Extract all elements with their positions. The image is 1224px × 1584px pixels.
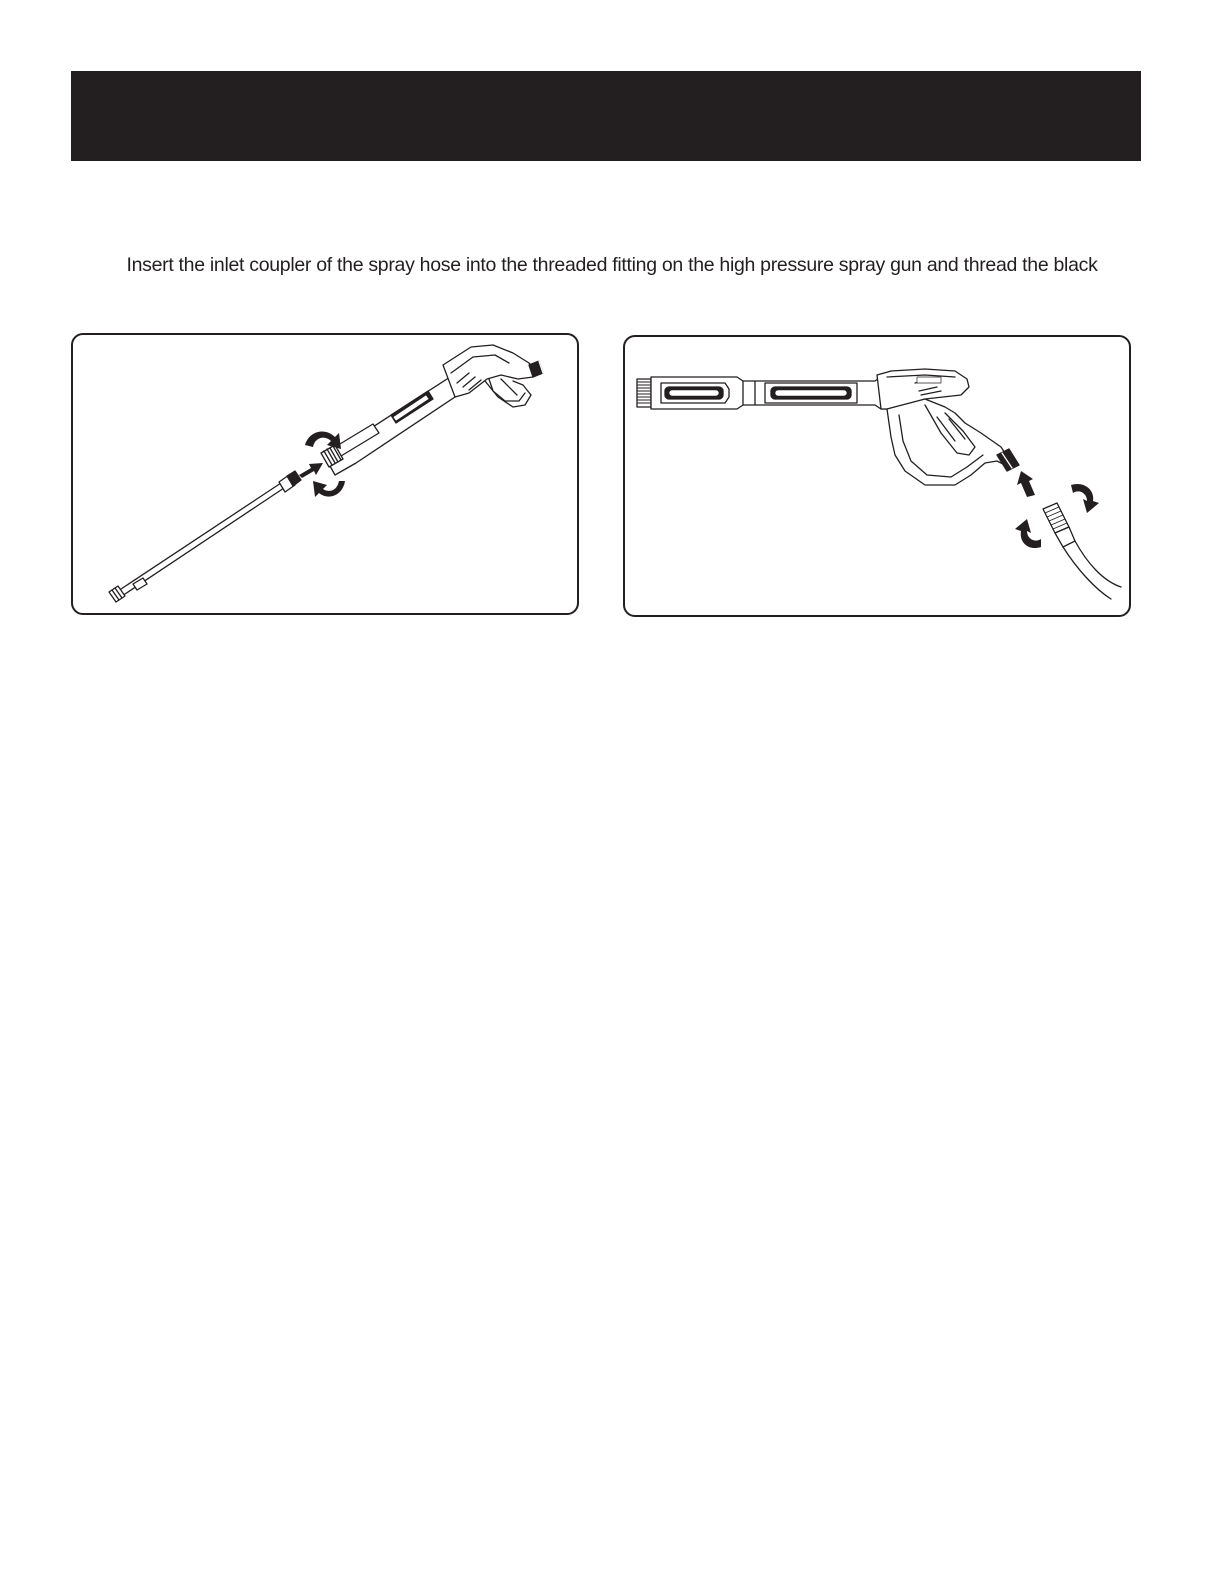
section-header-bar — [71, 71, 1141, 161]
spray-wand — [109, 471, 301, 602]
insert-arrow-icon — [299, 463, 323, 478]
figure-panel-hose — [623, 335, 1131, 617]
spray-hose — [1043, 503, 1121, 599]
figure-panel-wand — [71, 333, 579, 615]
spray-gun-body — [637, 369, 1019, 485]
hose-gun-illustration — [625, 337, 1129, 615]
spray-gun-body — [321, 345, 543, 475]
wand-gun-illustration — [73, 335, 577, 613]
instruction-text: Insert the inlet coupler of the spray hose into the threaded fitting on the high pressure spray gun and thread the black — [126, 254, 1098, 276]
insert-arrow-icon — [1017, 471, 1035, 497]
